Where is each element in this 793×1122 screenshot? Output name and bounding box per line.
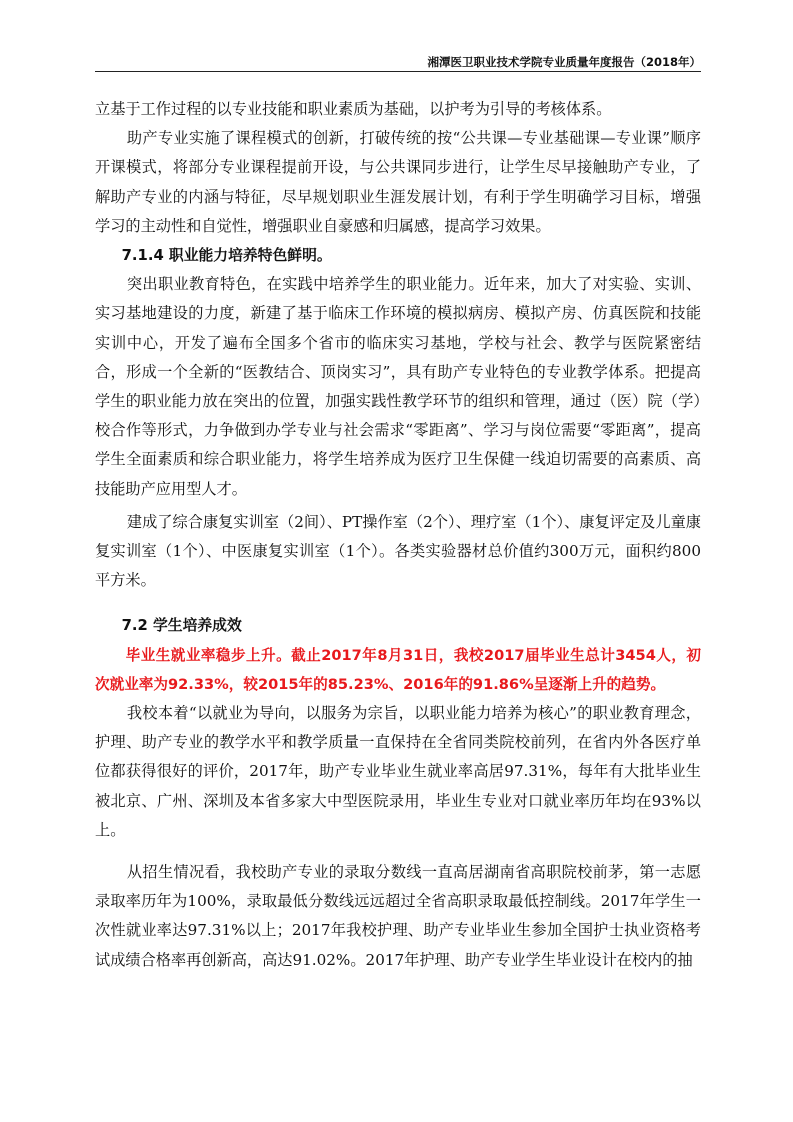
heading-7-1-4: 7.1.4 职业能力培养特色鲜明。	[121, 247, 332, 265]
page-body	[95, 95, 701, 975]
paragraph-assessment-system: 立基于工作过程的以专业技能和职业素质为基础，以护考为引导的考核体系。	[95, 100, 612, 118]
paragraph-employment-rate-highlight: 毕业生就业率稳步上升。截止2017年8月31日，我校2017届毕业生总计3454人，初次就业率为92.33%，较2015年的85.23%、2016年的91.86%呈逐渐上升的趋势。	[95, 646, 701, 693]
running-header: 湘潭医卫职业技术学院专业质量年度报告（2018年）	[427, 55, 701, 69]
paragraph-curriculum-innovation: 助产专业实施了课程模式的创新，打破传统的按“公共课—专业基础课—专业课”顺序开课模式，将部分专业课程提前开设，与公共课同步进行，让学生尽早接触助产专业，了解助产专业的内涵与特征，尽早规划职业生涯发展计划，有利于学生明确学习目标，增强学习的主动性和自觉性，增强职业自豪感和归属感，提高学习效果。	[95, 129, 701, 235]
paragraph-enrollment-results: 从招生情况看，我校助产专业的录取分数线一直高居湖南省高职院校前茅，第一志愿录取率历年为100%，录取最低分数线远远超过全省高职录取最低控制线。2017年学生一次性就业率达97.31%以上；2017年我校护理、助产专业毕业生参加全国护士执业资格考试成绩合格率再创新高，高达91.02%。2017年护理、助产专业学生毕业设计在校内的抽	[95, 863, 701, 969]
header-rule	[95, 71, 701, 72]
paragraph-employment-philosophy: 我校本着“以就业为导向，以服务为宗旨，以职业能力培养为核心”的职业教育理念，护理、助产专业的教学水平和教学质量一直保持在全省同类院校前列，在省内外各医疗单位都获得很好的评价，2017年，助产专业毕业生就业率高居97.31%，每年有大批毕业生被北京、广州、深圳及本省多家大中型医院录用，毕业生专业对口就业率历年均在93%以上。	[95, 704, 701, 839]
heading-7-2: 7.2 学生培养成效	[121, 617, 242, 635]
paragraph-vocational-ability: 突出职业教育特色，在实践中培养学生的职业能力。近年来，加大了对实验、实训、实习基地建设的力度，新建了基于临床工作环境的模拟病房、模拟产房、仿真医院和技能实训中心，开发了遍布全国多个省市的临床实习基地，学校与社会、教学与医院紧密结合，形成一个全新的“医教结合、顶岗实习”，具有助产专业特色的专业教学体系。把提高学生的职业能力放在突出的位置，加强实践性教学环节的组织和管理，通过（医）院（学）校合作等形式，力争做到办学专业与社会需求“零距离”、学习与岗位需要“零距离”，提高学生全面素质和综合职业能力，将学生培养成为医疗卫生保健一线迫切需要的高素质、高技能助产应用型人才。	[95, 275, 701, 498]
paragraph-training-rooms: 建成了综合康复实训室（2间）、PT操作室（2个）、理疗室（1个）、康复评定及儿童康复实训室（1个）、中医康复实训室（1个）。各类实验器材总价值约300万元，面积约800平方米。	[95, 512, 701, 590]
